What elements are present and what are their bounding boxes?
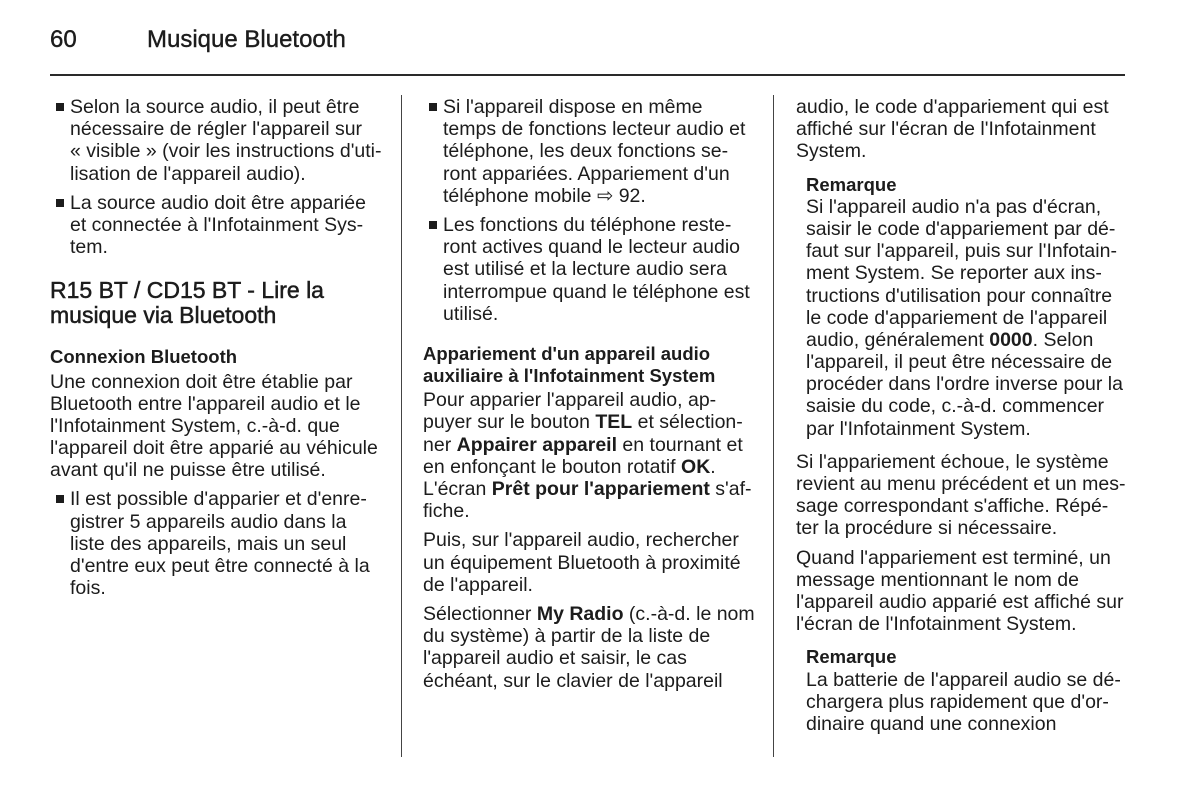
text-line: faut sur l'appareil, puis sur l'Infotain- (806, 240, 1117, 263)
text-line: l'appareil audio et saisir, le cas (423, 647, 687, 670)
page-title: Musique Bluetooth (147, 26, 346, 53)
bullet-marker (56, 199, 64, 207)
bullet-item (423, 214, 763, 325)
text-segment: s'af- (709, 478, 752, 500)
text-line: Il est possible d'apparier et d'enre- (70, 488, 367, 511)
text-line: l'écran de l'Infotainment System. (796, 613, 1077, 636)
text-segment: (c.-à-d. le nom (623, 602, 755, 625)
text-line: par l'Infotainment System. (806, 417, 1031, 440)
text-line: Quand l'appariement est terminé, un (796, 546, 1111, 569)
column-3 (796, 96, 1136, 735)
text-line: d'entre eux peut être connecté à la (70, 555, 370, 577)
bold-term: Appairer appareil (456, 433, 617, 456)
text-line: gistrer 5 appareils audio dans la (70, 510, 347, 533)
header-rule (50, 74, 1125, 76)
paragraph (796, 547, 1136, 636)
bullet-item (423, 96, 763, 207)
text-line: l'appareil, il peut être nécessaire de (806, 351, 1113, 374)
text-line: Appariement d'un appareil audio (423, 342, 711, 364)
text-line: R15 BT / CD15 BT - Lire la (50, 277, 324, 304)
text-line: Selon la source audio, il peut être (70, 96, 360, 118)
paragraph (423, 389, 763, 522)
text-line: Bluetooth entre l'appareil audio et le (50, 392, 361, 415)
text-segment: puyer sur le bouton (423, 411, 596, 434)
text-line: le code d'appariement de l'appareil (806, 306, 1108, 329)
text-line: Remarque (806, 646, 897, 668)
subsection-heading (423, 343, 763, 387)
text-line: saisie du code, c.-à-d. commencer (806, 395, 1105, 418)
column-1 (50, 96, 390, 599)
paragraph (423, 529, 763, 596)
bold-term: Prêt pour l'appariement (491, 478, 710, 500)
bold-term: My Radio (536, 602, 624, 625)
text-line: ront actives quand le lecteur audio (443, 236, 741, 259)
text-segment: Sélectionner (423, 602, 537, 625)
column-2 (423, 96, 763, 692)
text-line (806, 329, 1136, 351)
text-segment: L'écran (423, 478, 492, 500)
text-line: ront appariées. Appariement d'un (443, 162, 730, 185)
bold-term: TEL (595, 411, 633, 434)
text-line: Si l'appariement échoue, le système (796, 450, 1109, 473)
text-line: tructions d'utilisation pour connaître (806, 284, 1113, 307)
subsection-heading (50, 346, 390, 368)
text-line: l'appareil doit être apparié au véhicule (50, 437, 378, 460)
text-line: La source audio doit être appariée (70, 191, 366, 214)
text-segment: audio, généralement (806, 328, 990, 351)
bold-term: 0000 (989, 328, 1033, 351)
text-line: Une connexion doit être établie par (50, 370, 353, 393)
note-title (796, 646, 1136, 668)
text-line: chargera plus rapidement que d'or- (806, 690, 1109, 713)
paragraph (423, 603, 763, 692)
note-text (796, 669, 1136, 736)
text-line: saisir le code d'appariement par dé- (806, 217, 1116, 240)
text-line: La batterie de l'appareil audio se dé- (806, 668, 1121, 691)
paragraph (50, 371, 390, 482)
text-line: est utilisé et la lecture audio sera (443, 258, 727, 281)
text-line: avant qu'il ne puisse être utilisé. (50, 459, 326, 482)
text-line: ter la procédure si nécessaire. (796, 517, 1058, 540)
text-line (423, 478, 763, 500)
text-line: dinaire quand une connexion (806, 712, 1057, 735)
text-segment: en enfonçant le bouton rotatif (423, 455, 682, 478)
paragraph (796, 451, 1136, 540)
bullet-marker (56, 103, 64, 111)
paragraph (796, 96, 1136, 163)
text-line: Si l'appareil audio n'a pas d'écran, (806, 195, 1102, 218)
text-line: « visible » (voir les instructions d'uti- (70, 140, 382, 163)
text-segment: ner (423, 433, 457, 456)
text-line: l'Infotainment System, c.-à-d. que (50, 414, 340, 437)
text-line: et connectée à l'Infotainment Sys- (70, 213, 364, 236)
text-line: auxiliaire à l'Infotainment System (423, 365, 716, 387)
text-segment: . Selon (1032, 328, 1094, 351)
text-segment: . (710, 455, 716, 478)
text-line: Remarque (806, 173, 897, 195)
text-line: procéder dans l'ordre inverse pour la (806, 373, 1123, 396)
text-line: nécessaire de régler l'appareil sur (70, 118, 363, 141)
text-line: téléphone mobile ⇨ 92. (443, 184, 646, 207)
text-line: Pour apparier l'appareil audio, ap- (423, 389, 717, 412)
text-line: fois. (70, 577, 106, 600)
bullet-item (50, 488, 390, 599)
bullet-item (50, 96, 390, 185)
text-line: System. (796, 140, 867, 163)
text-line: un équipement Bluetooth à proximité (423, 551, 741, 574)
text-line: message mentionnant le nom de (796, 568, 1079, 591)
bullet-item (50, 192, 390, 259)
section-heading (50, 278, 390, 328)
text-segment: et sélection- (632, 411, 743, 434)
text-line: Connexion Bluetooth (50, 346, 238, 368)
text-line: l'appareil audio apparié est affiché sur (796, 590, 1124, 613)
text-line: musique via Bluetooth (50, 302, 277, 329)
text-line: sage correspondant s'affiche. Répé- (796, 495, 1109, 518)
bullet-marker (56, 495, 64, 503)
text-line: tem. (70, 236, 108, 259)
text-line: fiche. (423, 500, 470, 523)
text-line: du système) à partir de la liste de (423, 625, 711, 648)
text-line (423, 456, 763, 478)
bullet-marker (429, 221, 437, 229)
text-line: Si l'appareil dispose en même (443, 96, 703, 118)
bullet-marker (429, 103, 437, 111)
text-line: affiché sur l'écran de l'Infotainment (796, 118, 1096, 141)
text-segment: en tournant et (617, 433, 743, 456)
text-line: audio, le code d'appariement qui est (796, 96, 1109, 118)
text-line: lisation de l'appareil audio). (70, 162, 306, 185)
text-line: de l'appareil. (423, 573, 533, 596)
text-line: ment System. Se reporter aux ins- (806, 262, 1102, 285)
text-line: Puis, sur l'appareil audio, rechercher (423, 529, 739, 552)
text-line: Les fonctions du téléphone reste- (443, 213, 732, 236)
note-text (796, 196, 1136, 440)
text-line: téléphone, les deux fonctions se- (443, 140, 729, 163)
text-line (423, 434, 763, 456)
text-line: temps de fonctions lecteur audio et (443, 118, 746, 141)
bold-term: OK (681, 455, 711, 478)
column-divider (401, 95, 402, 757)
text-line (423, 411, 763, 433)
page-number: 60 (50, 26, 77, 53)
text-line: liste des appareils, mais un seul (70, 532, 347, 555)
column-divider (773, 95, 774, 757)
text-line (423, 603, 763, 625)
note-title (796, 174, 1136, 196)
text-line: revient au menu précédent et un mes- (796, 473, 1126, 495)
text-line: utilisé. (443, 302, 499, 325)
text-line: interrompue quand le téléphone est (443, 280, 750, 303)
text-line: échéant, sur le clavier de l'appareil (423, 669, 723, 692)
